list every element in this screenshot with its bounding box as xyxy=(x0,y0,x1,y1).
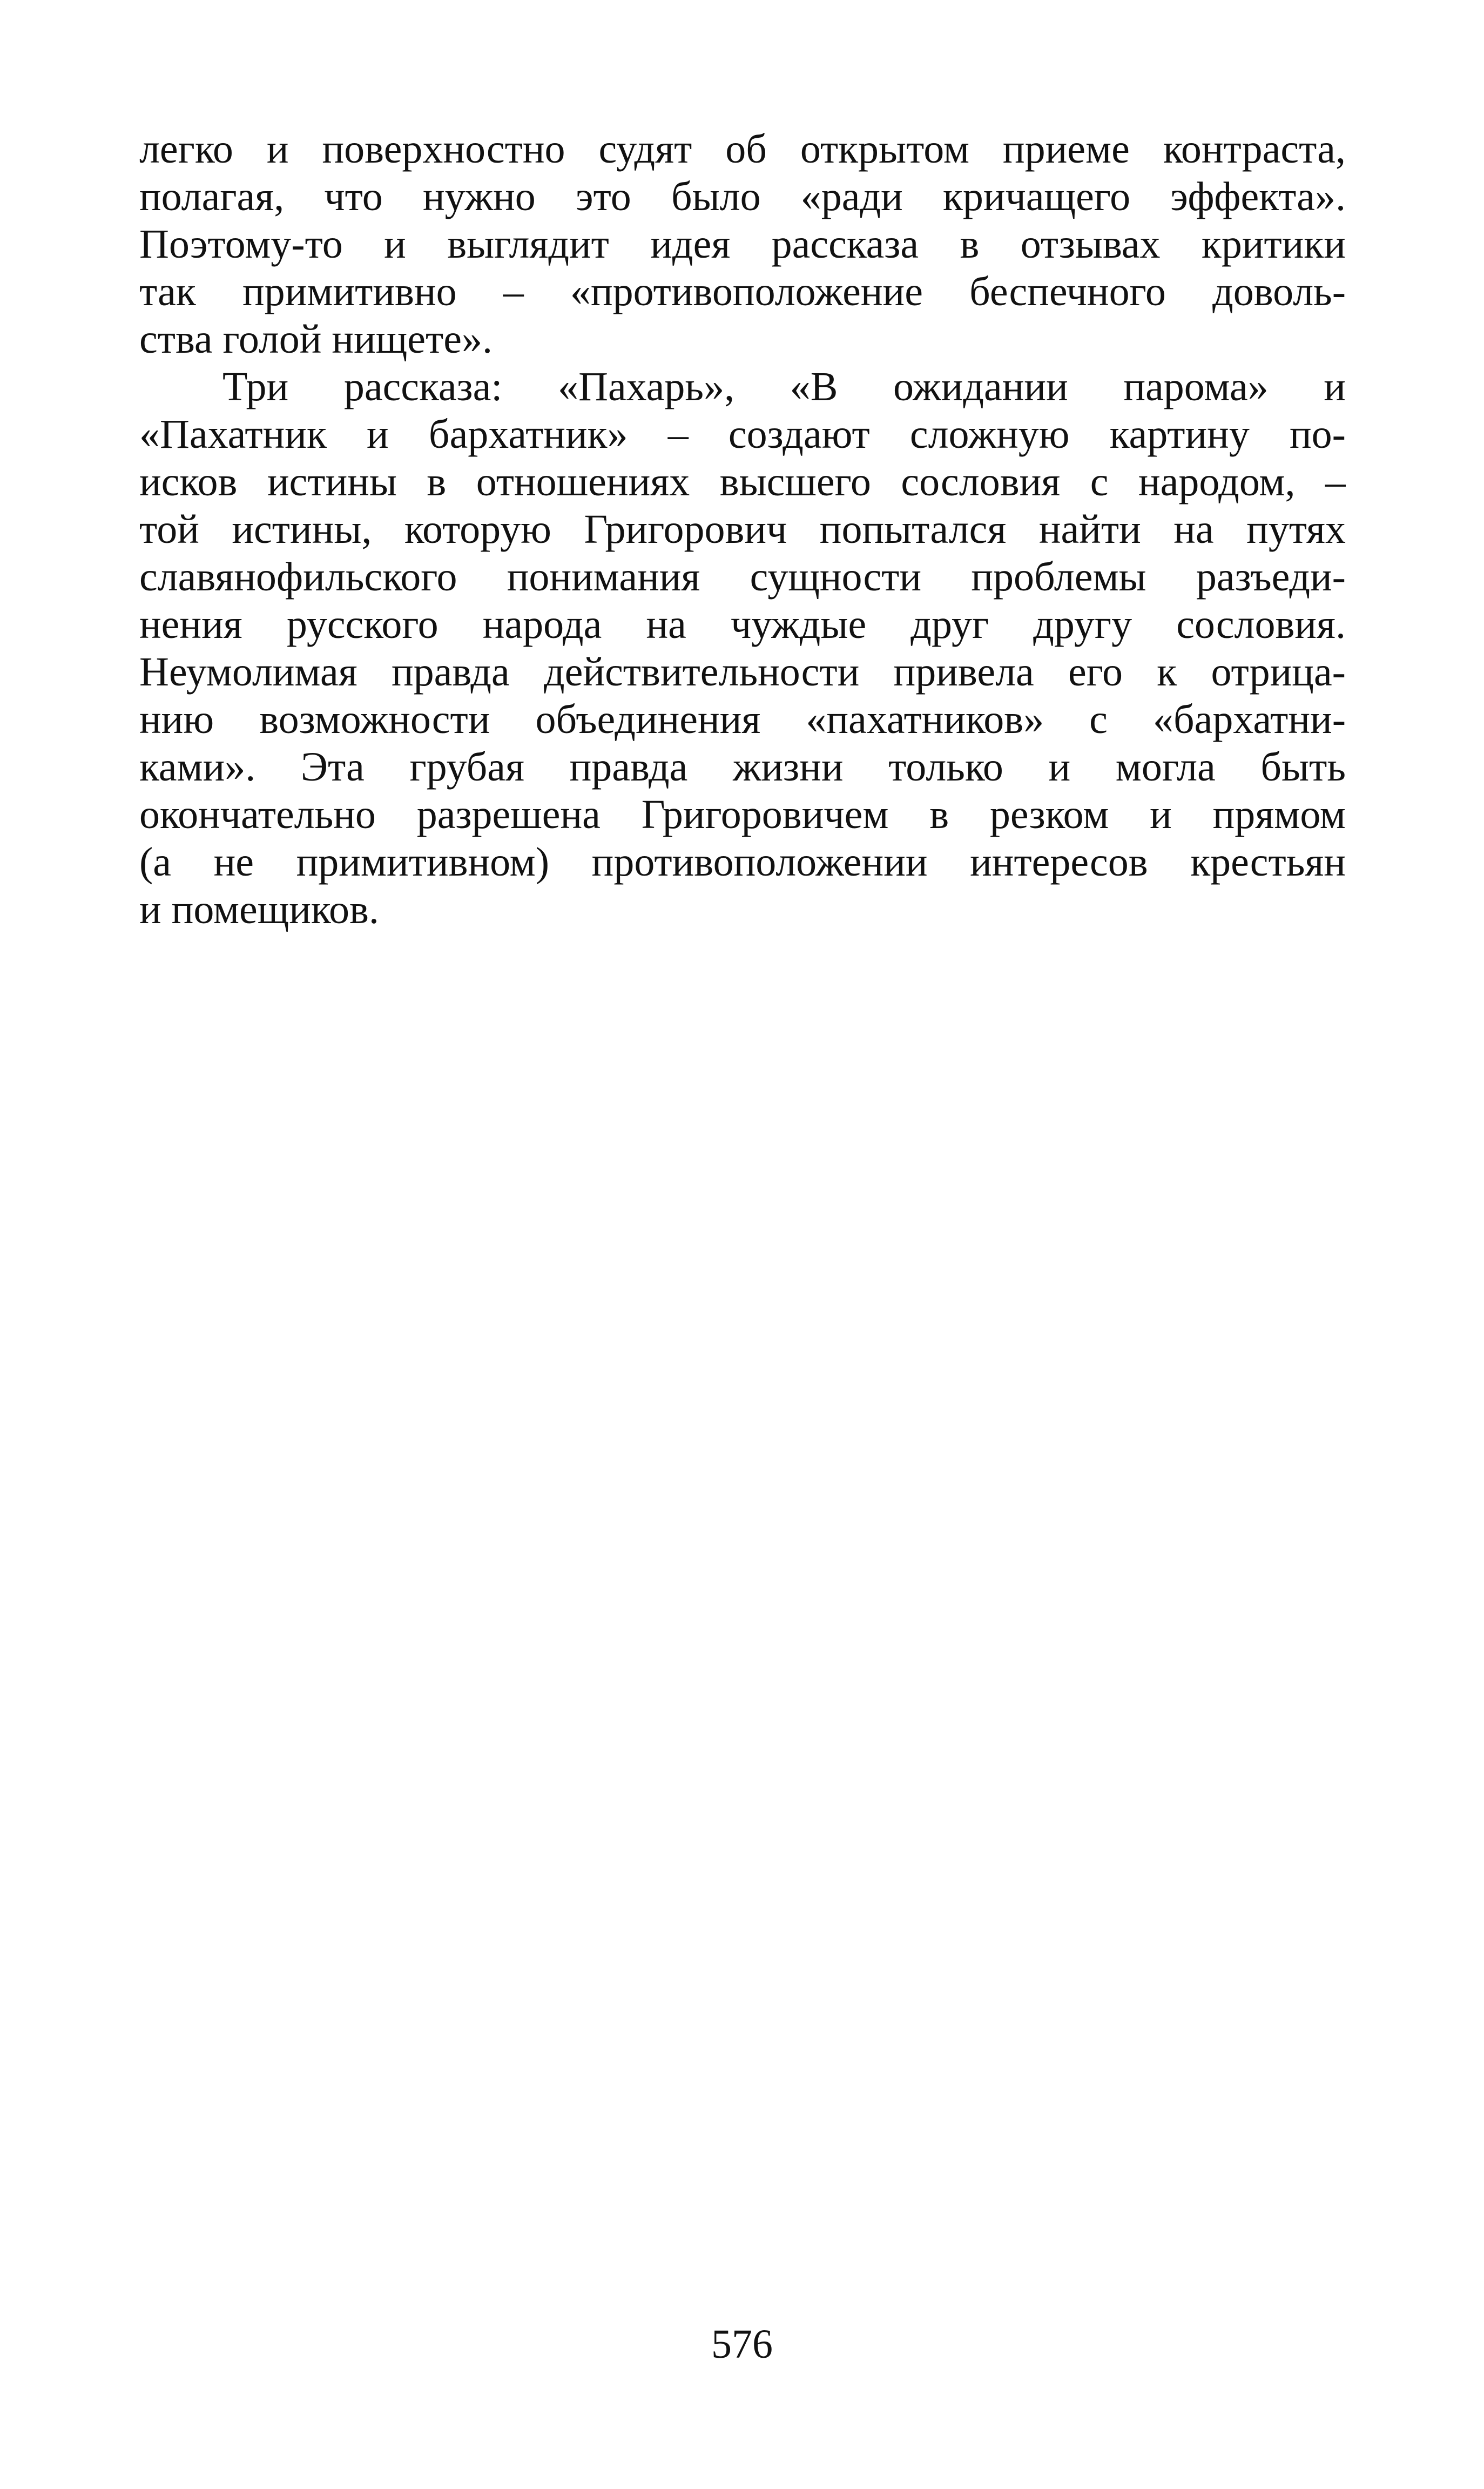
text-line: ства голой нищете». xyxy=(139,317,493,362)
text-line: исков истины в отношениях высшего сословия с народом, – xyxy=(139,459,1346,504)
text-block xyxy=(139,125,1346,933)
text-line: и помещиков. xyxy=(139,887,379,932)
text-line: (а не примитивном) противоположении интересов крестьян xyxy=(139,839,1346,885)
text-line: славянофильского понимания сущности проблемы разъеди- xyxy=(139,554,1346,600)
text-line: той истины, которую Григорович попытался найти на путях xyxy=(139,507,1346,552)
text-line: нения русского народа на чуждые друг другу сословия. xyxy=(139,602,1346,647)
text-line: Поэтому-то и выглядит идея рассказа в отзывах критики xyxy=(139,221,1346,267)
paragraph xyxy=(139,363,1346,933)
text-line: ками». Эта грубая правда жизни только и могла быть xyxy=(139,744,1346,790)
text-line: Три рассказа: «Пахарь», «В ожидании парома» и xyxy=(222,364,1346,409)
text-line: так примитивно – «противоположение беспечного доволь- xyxy=(139,269,1346,314)
paragraph xyxy=(139,125,1346,363)
text-line: полагая, что нужно это было «ради кричащего эффекта». xyxy=(139,174,1346,219)
page-number: 576 xyxy=(711,2322,773,2367)
text-line: Неумолимая правда действительности привела его к отрица- xyxy=(139,649,1346,695)
text-line: окончательно разрешена Григоровичем в резком и прямом xyxy=(139,792,1346,837)
text-line: нию возможности объединения «пахатников» с «бархатни- xyxy=(139,697,1346,742)
text-line: легко и поверхностно судят об открытом приеме контраста, xyxy=(139,126,1346,172)
text-line: «Пахатник и бархатник» – создают сложную картину по- xyxy=(139,412,1346,457)
